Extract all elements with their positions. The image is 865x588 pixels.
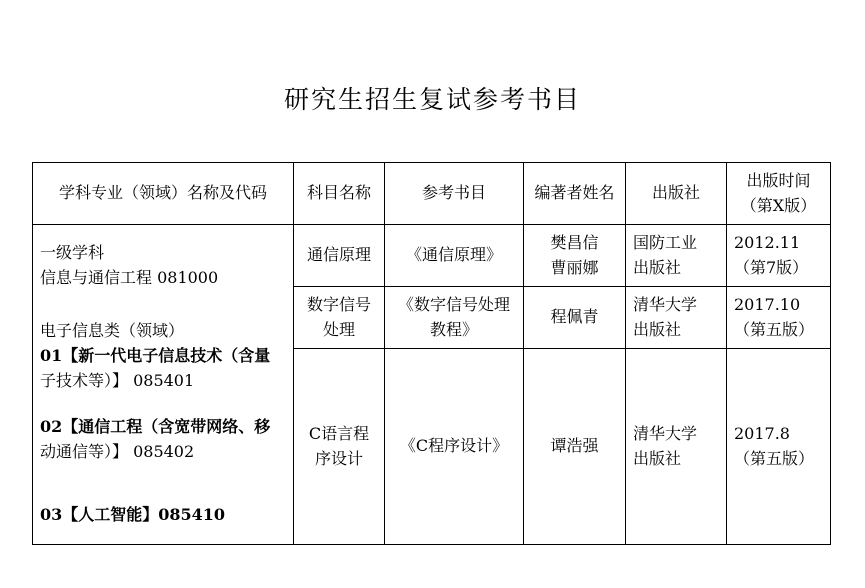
reference-books-table [32, 162, 831, 545]
header-subject: 科目名称 [294, 163, 385, 225]
author-cell [524, 225, 626, 287]
author-text: 谭浩强 [550, 436, 599, 456]
publisher-text: 清华大学 [633, 294, 698, 314]
pub-edition: （第五版） [734, 448, 815, 468]
author-cell [524, 287, 626, 349]
book-text: 《通信原理》 [405, 245, 502, 265]
header-author: 编著者姓名 [524, 163, 626, 225]
publisher-text: 清华大学 [633, 423, 698, 443]
major-cell [33, 225, 294, 545]
major-line: 02【通信工程（含宽带网络、移 [40, 417, 271, 437]
page-title: 研究生招生复试参考书目 [283, 85, 581, 114]
major-line: 信息与通信工程 081000 [40, 268, 219, 288]
book-text: 《数字信号处理 [397, 294, 510, 314]
book-text: 教程》 [429, 319, 478, 339]
subject-text: C语言程 [308, 423, 370, 443]
subject-cell [294, 225, 385, 287]
book-cell [385, 225, 524, 287]
publisher-cell [626, 349, 727, 545]
major-line: 03【人工智能】085410 [40, 504, 226, 524]
major-line: 一级学科 [40, 243, 105, 263]
pub-edition: （第五版） [734, 319, 815, 339]
major-line: 01【新一代电子信息技术（含量 [40, 345, 271, 365]
publisher-text: 出版社 [633, 319, 682, 339]
pubtime-cell [727, 349, 831, 545]
publisher-text: 出版社 [633, 257, 682, 277]
major-line: 电子信息类（领域） [40, 320, 185, 340]
author-text: 曹丽娜 [550, 257, 599, 277]
pub-date: 2012.11 [734, 232, 801, 252]
subject-cell [294, 287, 385, 349]
book-text: 《C程序设计》 [399, 436, 509, 456]
table-header-row [33, 163, 831, 225]
publisher-cell [626, 287, 727, 349]
author-text: 樊昌信 [550, 232, 599, 252]
subject-text: 处理 [322, 319, 355, 339]
publisher-text: 国防工业 [633, 232, 698, 252]
header-pubtime-line2: （第X版） [740, 195, 817, 215]
author-text: 程佩青 [550, 307, 599, 327]
major-line: 动通信等）】 085402 [40, 442, 195, 462]
pubtime-cell [727, 287, 831, 349]
table-row [33, 225, 831, 287]
pubtime-cell [727, 225, 831, 287]
subject-text: 数字信号 [306, 294, 371, 314]
pub-date: 2017.8 [734, 423, 790, 443]
subject-text: 序设计 [314, 448, 363, 468]
publisher-cell [626, 225, 727, 287]
header-publisher: 出版社 [626, 163, 727, 225]
header-major: 学科专业（领域）名称及代码 [33, 163, 294, 225]
major-line: 子技术等）】 085401 [40, 370, 195, 390]
header-pubtime [727, 163, 831, 225]
author-cell [524, 349, 626, 545]
subject-text: 通信原理 [306, 245, 371, 265]
header-book: 参考书目 [385, 163, 524, 225]
pub-edition: （第7版） [734, 257, 809, 277]
header-pubtime-line1: 出版时间 [746, 170, 811, 190]
book-cell [385, 287, 524, 349]
publisher-text: 出版社 [633, 448, 682, 468]
book-cell [385, 349, 524, 545]
subject-cell [294, 349, 385, 545]
pub-date: 2017.10 [734, 294, 801, 314]
